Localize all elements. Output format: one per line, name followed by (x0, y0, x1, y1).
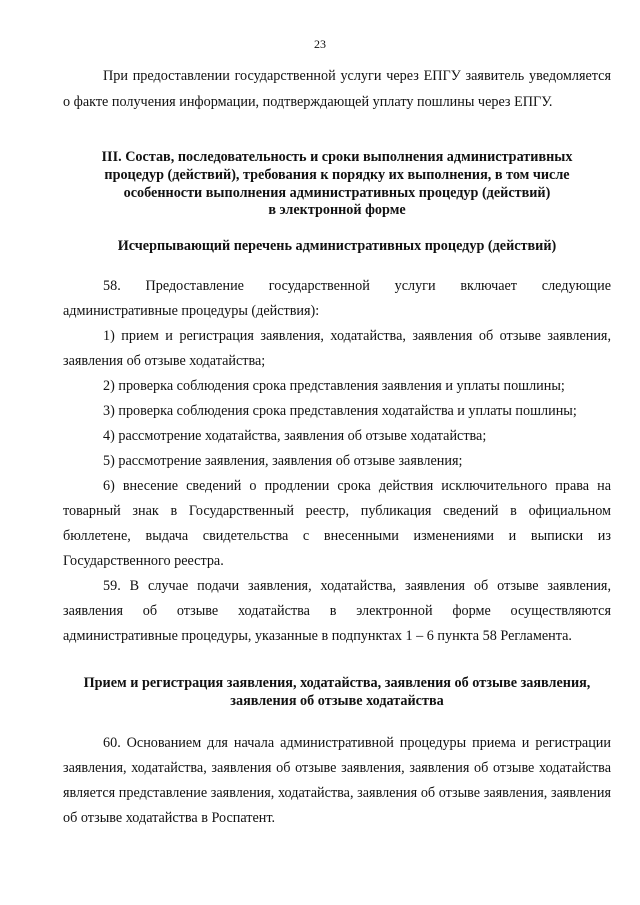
heading-reception-line: Прием и регистрация заявления, ходатайства, заявления об отзыве заявления, (83, 674, 591, 691)
subsection-title: Исчерпывающий перечень административных процедур (действий) (117, 238, 557, 255)
section-title-line: в электронной форме (268, 202, 406, 219)
list-item: 2) проверка соблюдения срока представления заявления и уплаты пошлины; (103, 377, 565, 394)
section-title-line: III. Состав, последовательность и сроки выполнения административных (101, 149, 573, 165)
heading-reception-line: заявления об отзыве ходатайства (230, 692, 444, 709)
paragraph-58: 58. Предоставление государственной услуги включает следующие административные процедуры (действия): (63, 277, 611, 319)
paragraph-59: 59. В случае подачи заявления, ходатайства, заявления об отзыве заявления, заявления об отзыве ходатайства в электронной форме осуществляются административные процедуры, указанные в подпунктах 1 – 6 пункта 58 Регламента. (63, 577, 611, 644)
section-title (63, 149, 611, 220)
heading-reception (63, 675, 611, 711)
paragraph-60: 60. Основанием для начала административной процедуры приема и регистрации заявления, ходатайства, заявления об отзыве заявления, заявления об отзыве ходатайства является представление заявления, ходатайства, заявления об отзыве заявления, заявления об отзыве ходатайства в Роспатент. (63, 734, 611, 826)
intro-paragraph: При предоставлении государственной услуги через ЕПГУ заявитель уведомляется о факте получения информации, подтверждающей уплату пошлины через ЕПГУ. (63, 68, 611, 110)
list-item: 6) внесение сведений о продлении срока действия исключительного права на товарный знак в Государственный реестр, публикация сведений в официальном бюллетене, выдача свидетельства с внесенными изменениями и выписки из Государственного реестра. (63, 477, 611, 569)
list-item: 5) рассмотрение заявления, заявления об отзыве заявления; (103, 452, 463, 469)
section-title-line: процедур (действий), требования к порядку их выполнения, в том числе (104, 166, 570, 183)
list-item: 3) проверка соблюдения срока представления ходатайства и уплаты пошлины; (103, 402, 577, 419)
list-item: 1) прием и регистрация заявления, ходатайства, заявления об отзыве заявления, заявления об отзыве ходатайства; (63, 327, 611, 369)
page-number: 23 (314, 37, 326, 51)
list-item: 4) рассмотрение ходатайства, заявления об отзыве ходатайства; (103, 427, 487, 444)
section-title-line: особенности выполнения административных процедур (действий) (123, 184, 551, 201)
page-content (63, 64, 611, 831)
